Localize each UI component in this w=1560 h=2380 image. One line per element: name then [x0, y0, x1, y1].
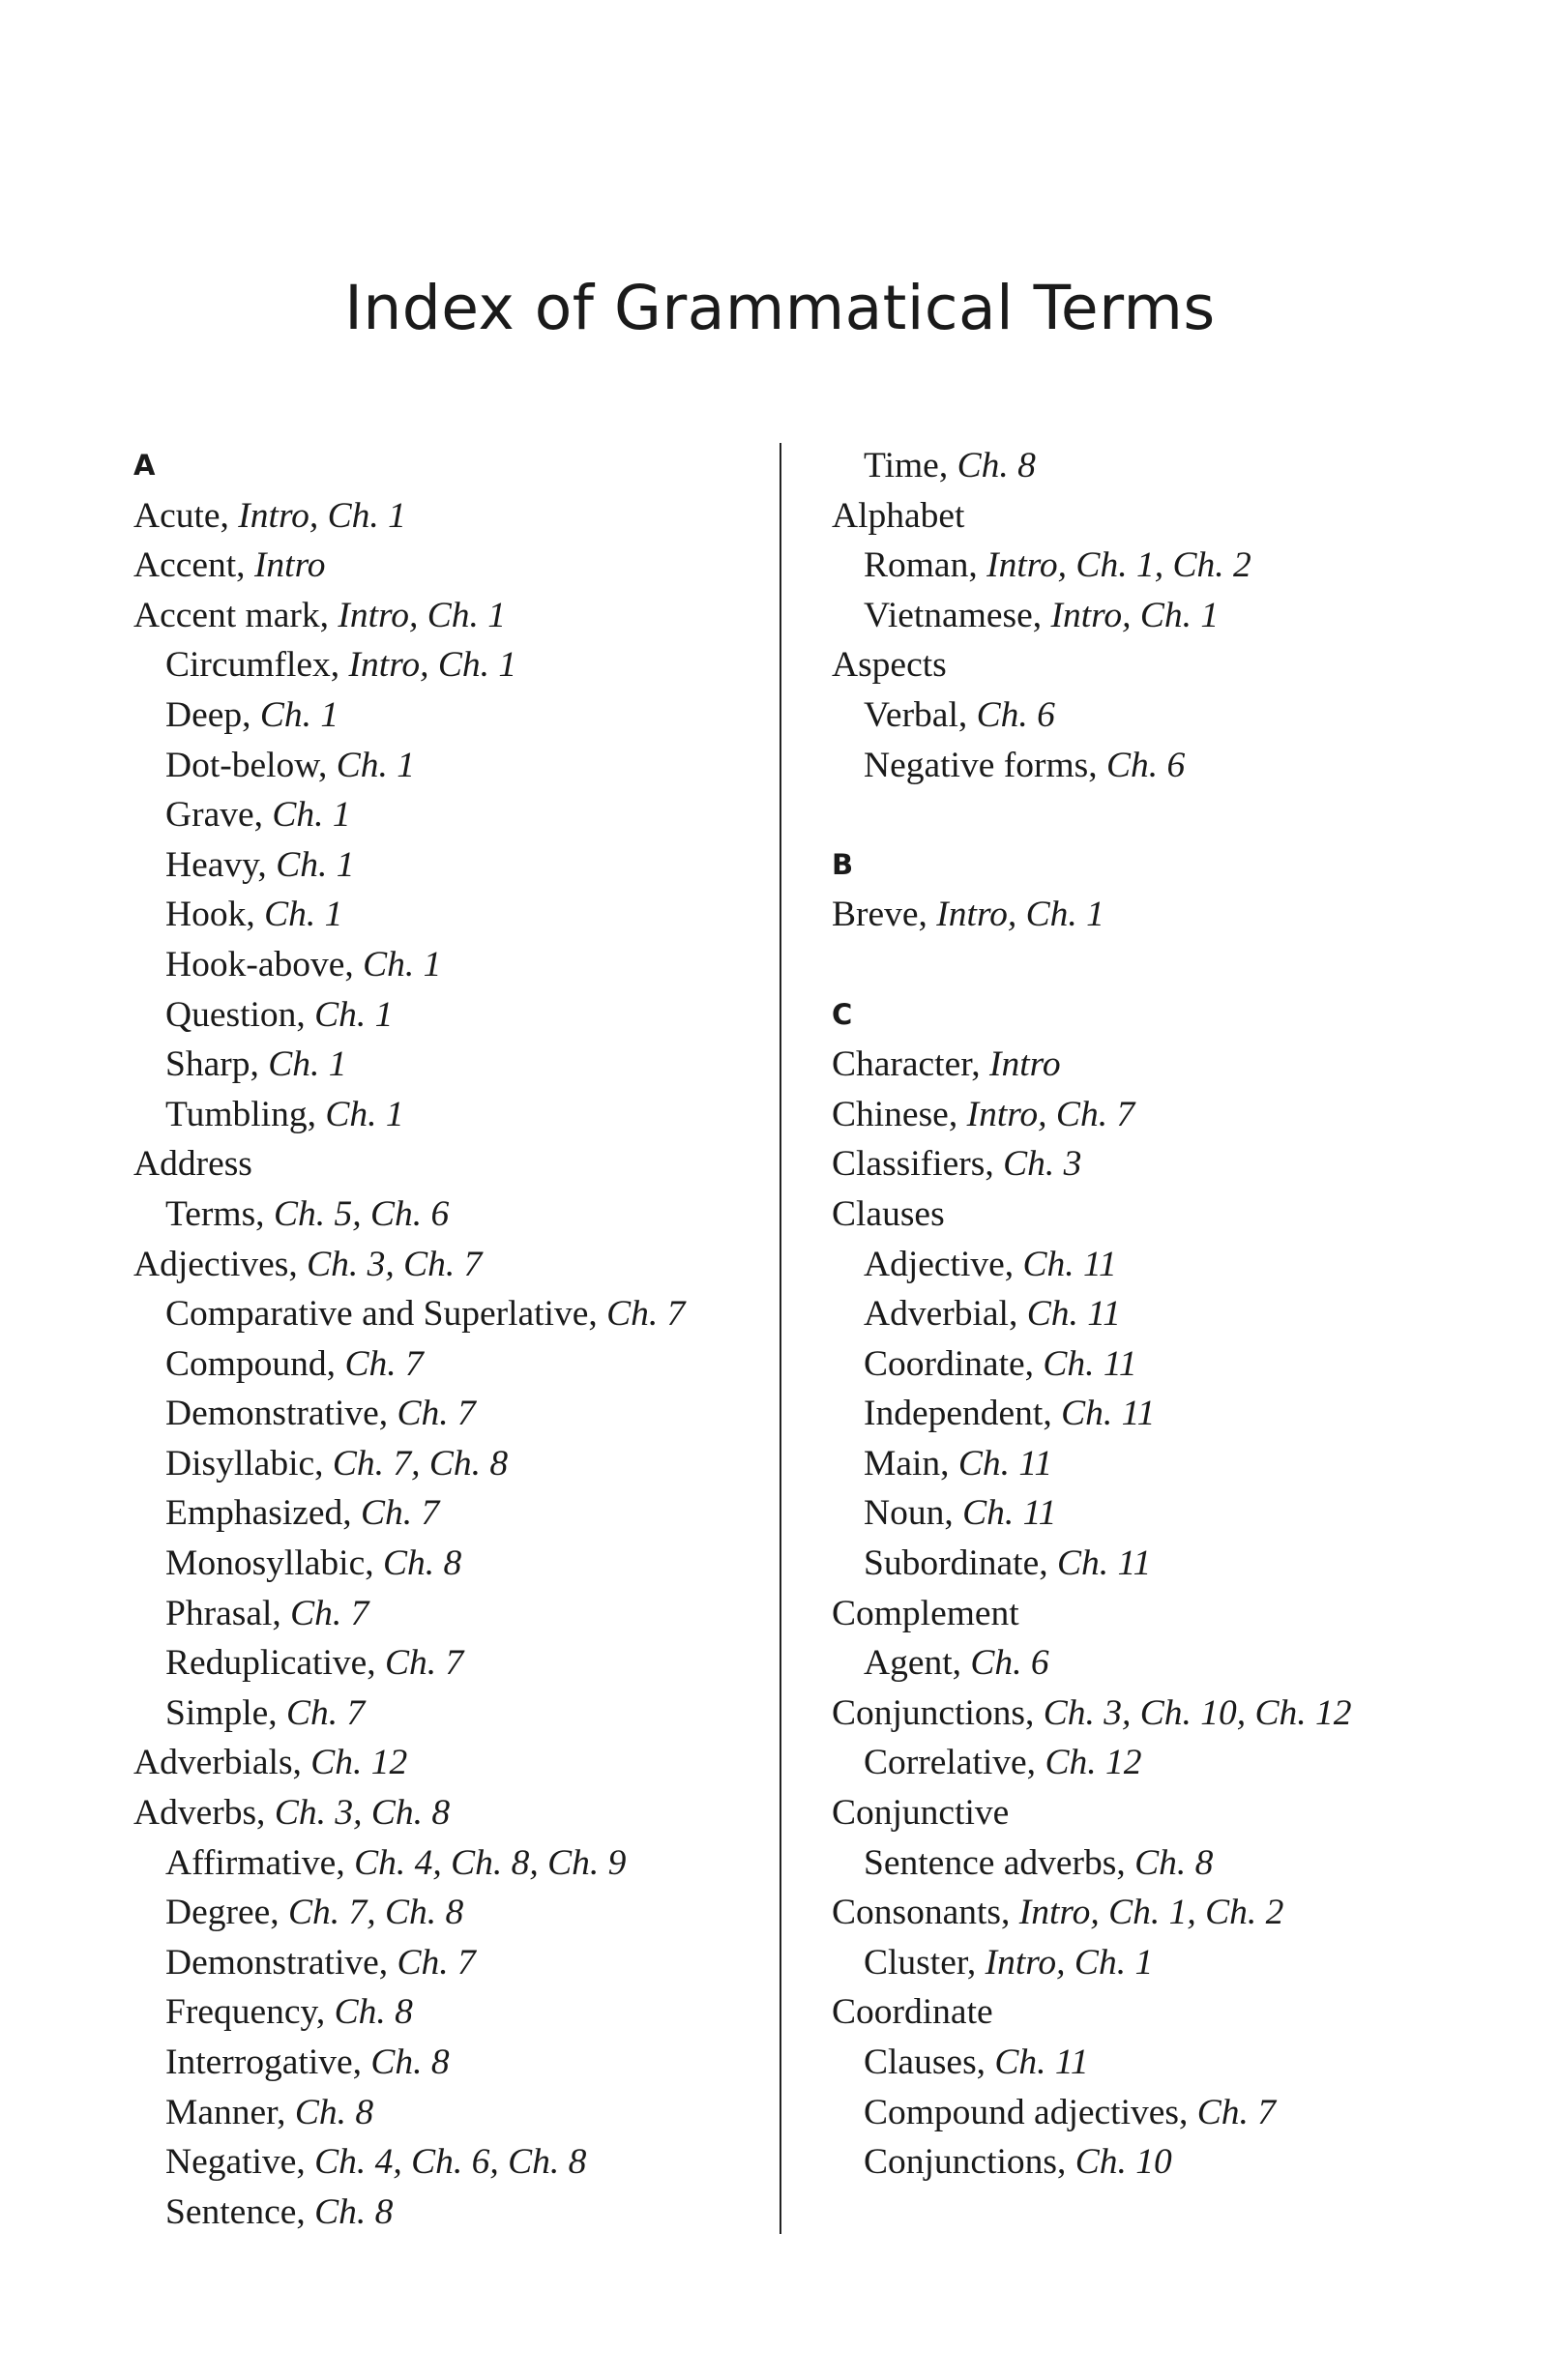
- index-subentry: [832, 2038, 1509, 2088]
- entry-page-refs: Intro, Ch. 1: [936, 895, 1104, 935]
- index-subentry: [133, 940, 810, 990]
- entry-page-refs: Ch. 11: [1022, 1244, 1117, 1284]
- index-subentry: [832, 690, 1509, 741]
- index-subentry: [133, 690, 810, 741]
- entry-term: Terms,: [165, 1193, 274, 1234]
- entry-term: Hook-above,: [165, 944, 364, 984]
- entry-page-refs: Intro, Ch. 1, Ch. 2: [986, 545, 1251, 586]
- entry-page-refs: Ch. 7: [290, 1593, 369, 1633]
- entry-term: Deep,: [165, 694, 260, 735]
- entry-term: Acute,: [133, 495, 239, 536]
- index-subentry: [832, 1738, 1509, 1788]
- entry-term: Correlative,: [864, 1743, 1045, 1783]
- entry-term: Hook,: [165, 895, 265, 935]
- entry-page-refs: Intro, Ch. 1: [348, 645, 517, 686]
- entry-term: Tumbling,: [165, 1094, 326, 1134]
- entry-page-refs: Ch. 8: [370, 2042, 450, 2082]
- index-subentry: [832, 1638, 1509, 1689]
- index-entry: [832, 890, 1509, 940]
- index-subentry: [133, 1838, 810, 1889]
- index-subentry: [133, 1190, 810, 1240]
- column-divider: [780, 443, 781, 2234]
- entry-term: Sentence adverbs,: [864, 1842, 1135, 1883]
- entry-page-refs: Intro, Ch. 1: [985, 1942, 1154, 1983]
- entry-term: Clauses,: [864, 2042, 995, 2082]
- entry-page-refs: Intro, Ch. 7: [966, 1094, 1135, 1134]
- index-column-right: [832, 441, 1509, 2188]
- entry-page-refs: Ch. 5, Ch. 6: [273, 1193, 450, 1234]
- entry-term: Question,: [165, 994, 315, 1035]
- entry-term: Simple,: [165, 1692, 287, 1733]
- index-entry: [832, 1689, 1509, 1739]
- entry-term: Chinese,: [832, 1094, 967, 1134]
- entry-term: Coordinate: [832, 1992, 993, 2033]
- index-entry: [832, 1040, 1509, 1090]
- index-entry: [133, 591, 810, 641]
- entry-page-refs: Ch. 6: [970, 1643, 1049, 1684]
- index-entry: [832, 1987, 1509, 2038]
- entry-page-refs: Ch. 7: [606, 1294, 686, 1335]
- index-subentry: [832, 1838, 1509, 1889]
- entry-page-refs: Ch. 7: [397, 1942, 476, 1983]
- entry-term: Reduplicative,: [165, 1643, 386, 1684]
- section-spacer: [832, 790, 1509, 840]
- entry-term: Demonstrative,: [165, 1942, 397, 1983]
- entry-term: Frequency,: [165, 1992, 335, 2033]
- entry-term: Monosyllabic,: [165, 1543, 383, 1584]
- entry-page-refs: Ch. 11: [1056, 1543, 1152, 1584]
- index-subentry: [133, 790, 810, 840]
- entry-page-refs: Ch. 7: [286, 1692, 366, 1733]
- index-subentry: [832, 1289, 1509, 1339]
- entry-page-refs: Ch. 1: [268, 1044, 347, 1085]
- index-subentry: [832, 2137, 1509, 2188]
- index-subentry: [133, 1488, 810, 1539]
- entry-term: Adjectives,: [133, 1244, 308, 1284]
- entry-page-refs: Intro: [253, 545, 326, 586]
- entry-term: Compound adjectives,: [864, 2092, 1197, 2132]
- index-subentry: [133, 1987, 810, 2038]
- entry-page-refs: Intro, Ch. 1: [238, 495, 406, 536]
- entry-page-refs: Ch. 1: [363, 944, 442, 984]
- entry-term: Degree,: [165, 1893, 289, 1933]
- index-entry: [832, 1190, 1509, 1240]
- entry-term: Interrogative,: [165, 2042, 371, 2082]
- entry-term: Complement: [832, 1593, 1019, 1633]
- entry-term: Adjective,: [864, 1244, 1023, 1284]
- index-subentry: [133, 1888, 810, 1938]
- index-subentry: [832, 1389, 1509, 1439]
- entry-page-refs: Ch. 3, Ch. 10, Ch. 12: [1043, 1692, 1352, 1733]
- entry-term: Breve,: [832, 895, 937, 935]
- entry-term: Accent,: [133, 545, 254, 586]
- entry-term: Negative,: [165, 2142, 315, 2183]
- entry-term: Consonants,: [832, 1893, 1019, 1933]
- entry-term: Roman,: [864, 545, 987, 586]
- entry-term: Subordinate,: [864, 1543, 1057, 1584]
- entry-term: Circumflex,: [165, 645, 349, 686]
- entry-page-refs: Ch. 11: [1061, 1394, 1156, 1434]
- entry-term: Sharp,: [165, 1044, 269, 1085]
- index-subentry: [832, 1539, 1509, 1589]
- index-subentry: [832, 541, 1509, 591]
- index-subentry: [133, 2188, 810, 2238]
- entry-page-refs: Ch. 11: [1043, 1343, 1137, 1384]
- entry-term: Address: [133, 1144, 252, 1185]
- entry-page-refs: Ch. 10: [1074, 2142, 1172, 2183]
- entry-page-refs: Ch. 12: [1045, 1743, 1142, 1783]
- index-subentry: [832, 1938, 1509, 1988]
- index-subentry: [832, 1240, 1509, 1290]
- index-column-left: [133, 441, 810, 2237]
- entry-term: Negative forms,: [864, 745, 1106, 785]
- entry-page-refs: Ch. 1: [336, 745, 415, 785]
- entry-term: Accent mark,: [133, 595, 338, 635]
- entry-term: Grave,: [165, 795, 273, 836]
- index-subentry: [133, 1339, 810, 1390]
- index-subentry: [133, 1689, 810, 1739]
- entry-term: Vietnamese,: [864, 595, 1051, 635]
- index-entry: [832, 1139, 1509, 1190]
- index-subentry: [133, 2088, 810, 2138]
- index-entry: [133, 1240, 810, 1290]
- entry-term: Main,: [864, 1443, 958, 1484]
- entry-page-refs: Intro, Ch. 1: [338, 595, 506, 635]
- entry-page-refs: Ch. 11: [957, 1443, 1053, 1484]
- index-subentry: [133, 640, 810, 690]
- index-entry: [133, 1139, 810, 1190]
- entry-term: Clauses: [832, 1193, 945, 1234]
- index-subentry: [133, 1589, 810, 1639]
- index-subentry: [133, 1539, 810, 1589]
- entry-page-refs: Ch. 11: [994, 2042, 1089, 2082]
- index-entry: [832, 491, 1509, 542]
- section-spacer: [832, 940, 1509, 990]
- entry-term: Classifiers,: [832, 1144, 1004, 1185]
- entry-term: Noun,: [864, 1493, 963, 1534]
- entry-term: Alphabet: [832, 495, 965, 536]
- entry-term: Agent,: [864, 1643, 971, 1684]
- entry-term: Aspects: [832, 645, 947, 686]
- entry-page-refs: Ch. 1: [264, 895, 343, 935]
- entry-page-refs: Ch. 7: [344, 1343, 424, 1384]
- index-entry: [832, 640, 1509, 690]
- index-subentry: [133, 1938, 810, 1988]
- entry-term: Disyllabic,: [165, 1443, 333, 1484]
- entry-term: Emphasized,: [165, 1493, 362, 1534]
- entry-term: Compound,: [165, 1343, 345, 1384]
- index-subentry: [832, 1488, 1509, 1539]
- index-subentry: [832, 1339, 1509, 1390]
- entry-page-refs: Ch. 3, Ch. 8: [274, 1793, 451, 1834]
- index-subentry: [133, 1040, 810, 1090]
- index-subentry: [133, 840, 810, 891]
- index-entry: [133, 1738, 810, 1788]
- entry-page-refs: Ch. 8: [382, 1543, 462, 1584]
- entry-page-refs: Ch. 7: [385, 1643, 464, 1684]
- entry-term: Character,: [832, 1044, 989, 1085]
- entry-term: Conjunctions,: [864, 2142, 1075, 2183]
- entry-page-refs: Ch. 1: [314, 994, 394, 1035]
- section-letter: B: [832, 847, 854, 881]
- index-subentry: [133, 1289, 810, 1339]
- entry-page-refs: Ch. 1: [259, 694, 339, 735]
- entry-term: Manner,: [165, 2092, 295, 2132]
- entry-page-refs: Ch. 1: [272, 795, 351, 836]
- entry-page-refs: Ch. 1: [325, 1094, 404, 1134]
- index-subentry: [133, 2137, 810, 2188]
- entry-page-refs: Ch. 8: [294, 2092, 374, 2132]
- page-title: Index of Grammatical Terms: [344, 273, 1216, 343]
- index-subentry: [133, 890, 810, 940]
- entry-page-refs: Ch. 8: [957, 446, 1036, 485]
- index-subentry: [832, 741, 1509, 791]
- entry-page-refs: Ch. 8: [334, 1992, 413, 2033]
- entry-term: Sentence,: [165, 2191, 315, 2232]
- entry-term: Heavy,: [165, 844, 277, 885]
- entry-term: Coordinate,: [864, 1343, 1044, 1384]
- entry-page-refs: Intro: [988, 1044, 1061, 1085]
- entry-page-refs: Ch. 11: [1026, 1294, 1121, 1335]
- entry-page-refs: Ch. 4, Ch. 8, Ch. 9: [354, 1842, 627, 1883]
- entry-term: Independent,: [864, 1394, 1062, 1434]
- index-entry: [133, 1788, 810, 1838]
- entry-term: Phrasal,: [165, 1593, 291, 1633]
- entry-page-refs: Intro, Ch. 1, Ch. 2: [1018, 1893, 1284, 1933]
- index-subentry: [133, 1638, 810, 1689]
- entry-page-refs: Ch. 12: [310, 1743, 408, 1783]
- entry-term: Conjunctive: [832, 1793, 1010, 1834]
- entry-term: Comparative and Superlative,: [165, 1294, 607, 1335]
- index-subentry: [133, 741, 810, 791]
- entry-page-refs: Ch. 7: [397, 1394, 476, 1434]
- entry-term: Adverbials,: [133, 1743, 311, 1783]
- entry-page-refs: Ch. 3, Ch. 7: [307, 1244, 483, 1284]
- entry-page-refs: Ch. 7: [361, 1493, 440, 1534]
- entry-page-refs: Ch. 8: [1134, 1842, 1214, 1883]
- entry-term: Dot-below,: [165, 745, 337, 785]
- index-subentry: [133, 1090, 810, 1140]
- index-subentry: [832, 591, 1509, 641]
- entry-page-refs: Ch. 8: [314, 2191, 394, 2232]
- index-subentry: [832, 2088, 1509, 2138]
- entry-term: Verbal,: [864, 694, 977, 735]
- entry-term: Adverbial,: [864, 1294, 1027, 1335]
- section-letter: A: [133, 449, 156, 482]
- index-entry: [832, 1788, 1509, 1838]
- entry-page-refs: Ch. 3: [1003, 1144, 1082, 1185]
- entry-page-refs: Ch. 1: [276, 844, 355, 885]
- entry-page-refs: Ch. 6: [976, 694, 1055, 735]
- entry-page-refs: Ch. 11: [962, 1493, 1057, 1534]
- entry-page-refs: Ch. 7, Ch. 8: [288, 1893, 464, 1933]
- index-subentry: [832, 441, 1509, 491]
- index-entry: [133, 491, 810, 542]
- entry-term: Adverbs,: [133, 1793, 275, 1834]
- entry-term: Conjunctions,: [832, 1692, 1044, 1733]
- section-letter: C: [832, 997, 853, 1031]
- index-entry: [832, 1888, 1509, 1938]
- index-entry: [832, 1589, 1509, 1639]
- index-entry: [832, 1090, 1509, 1140]
- entry-term: Demonstrative,: [165, 1394, 397, 1434]
- index-subentry: [133, 1389, 810, 1439]
- entry-page-refs: Intro, Ch. 1: [1050, 595, 1220, 635]
- index-subentry: [133, 990, 810, 1041]
- entry-page-refs: Ch. 7: [1196, 2092, 1276, 2132]
- entry-page-refs: Ch. 4, Ch. 6, Ch. 8: [314, 2142, 587, 2183]
- index-entry: [133, 541, 810, 591]
- entry-page-refs: Ch. 7, Ch. 8: [332, 1443, 509, 1484]
- entry-term: Cluster,: [864, 1942, 986, 1983]
- index-subentry: [133, 1439, 810, 1489]
- index-subentry: [832, 1439, 1509, 1489]
- index-subentry: [133, 2038, 810, 2088]
- entry-term: Time,: [864, 446, 957, 485]
- entry-page-refs: Ch. 6: [1105, 745, 1186, 785]
- entry-term: Affirmative,: [165, 1842, 355, 1883]
